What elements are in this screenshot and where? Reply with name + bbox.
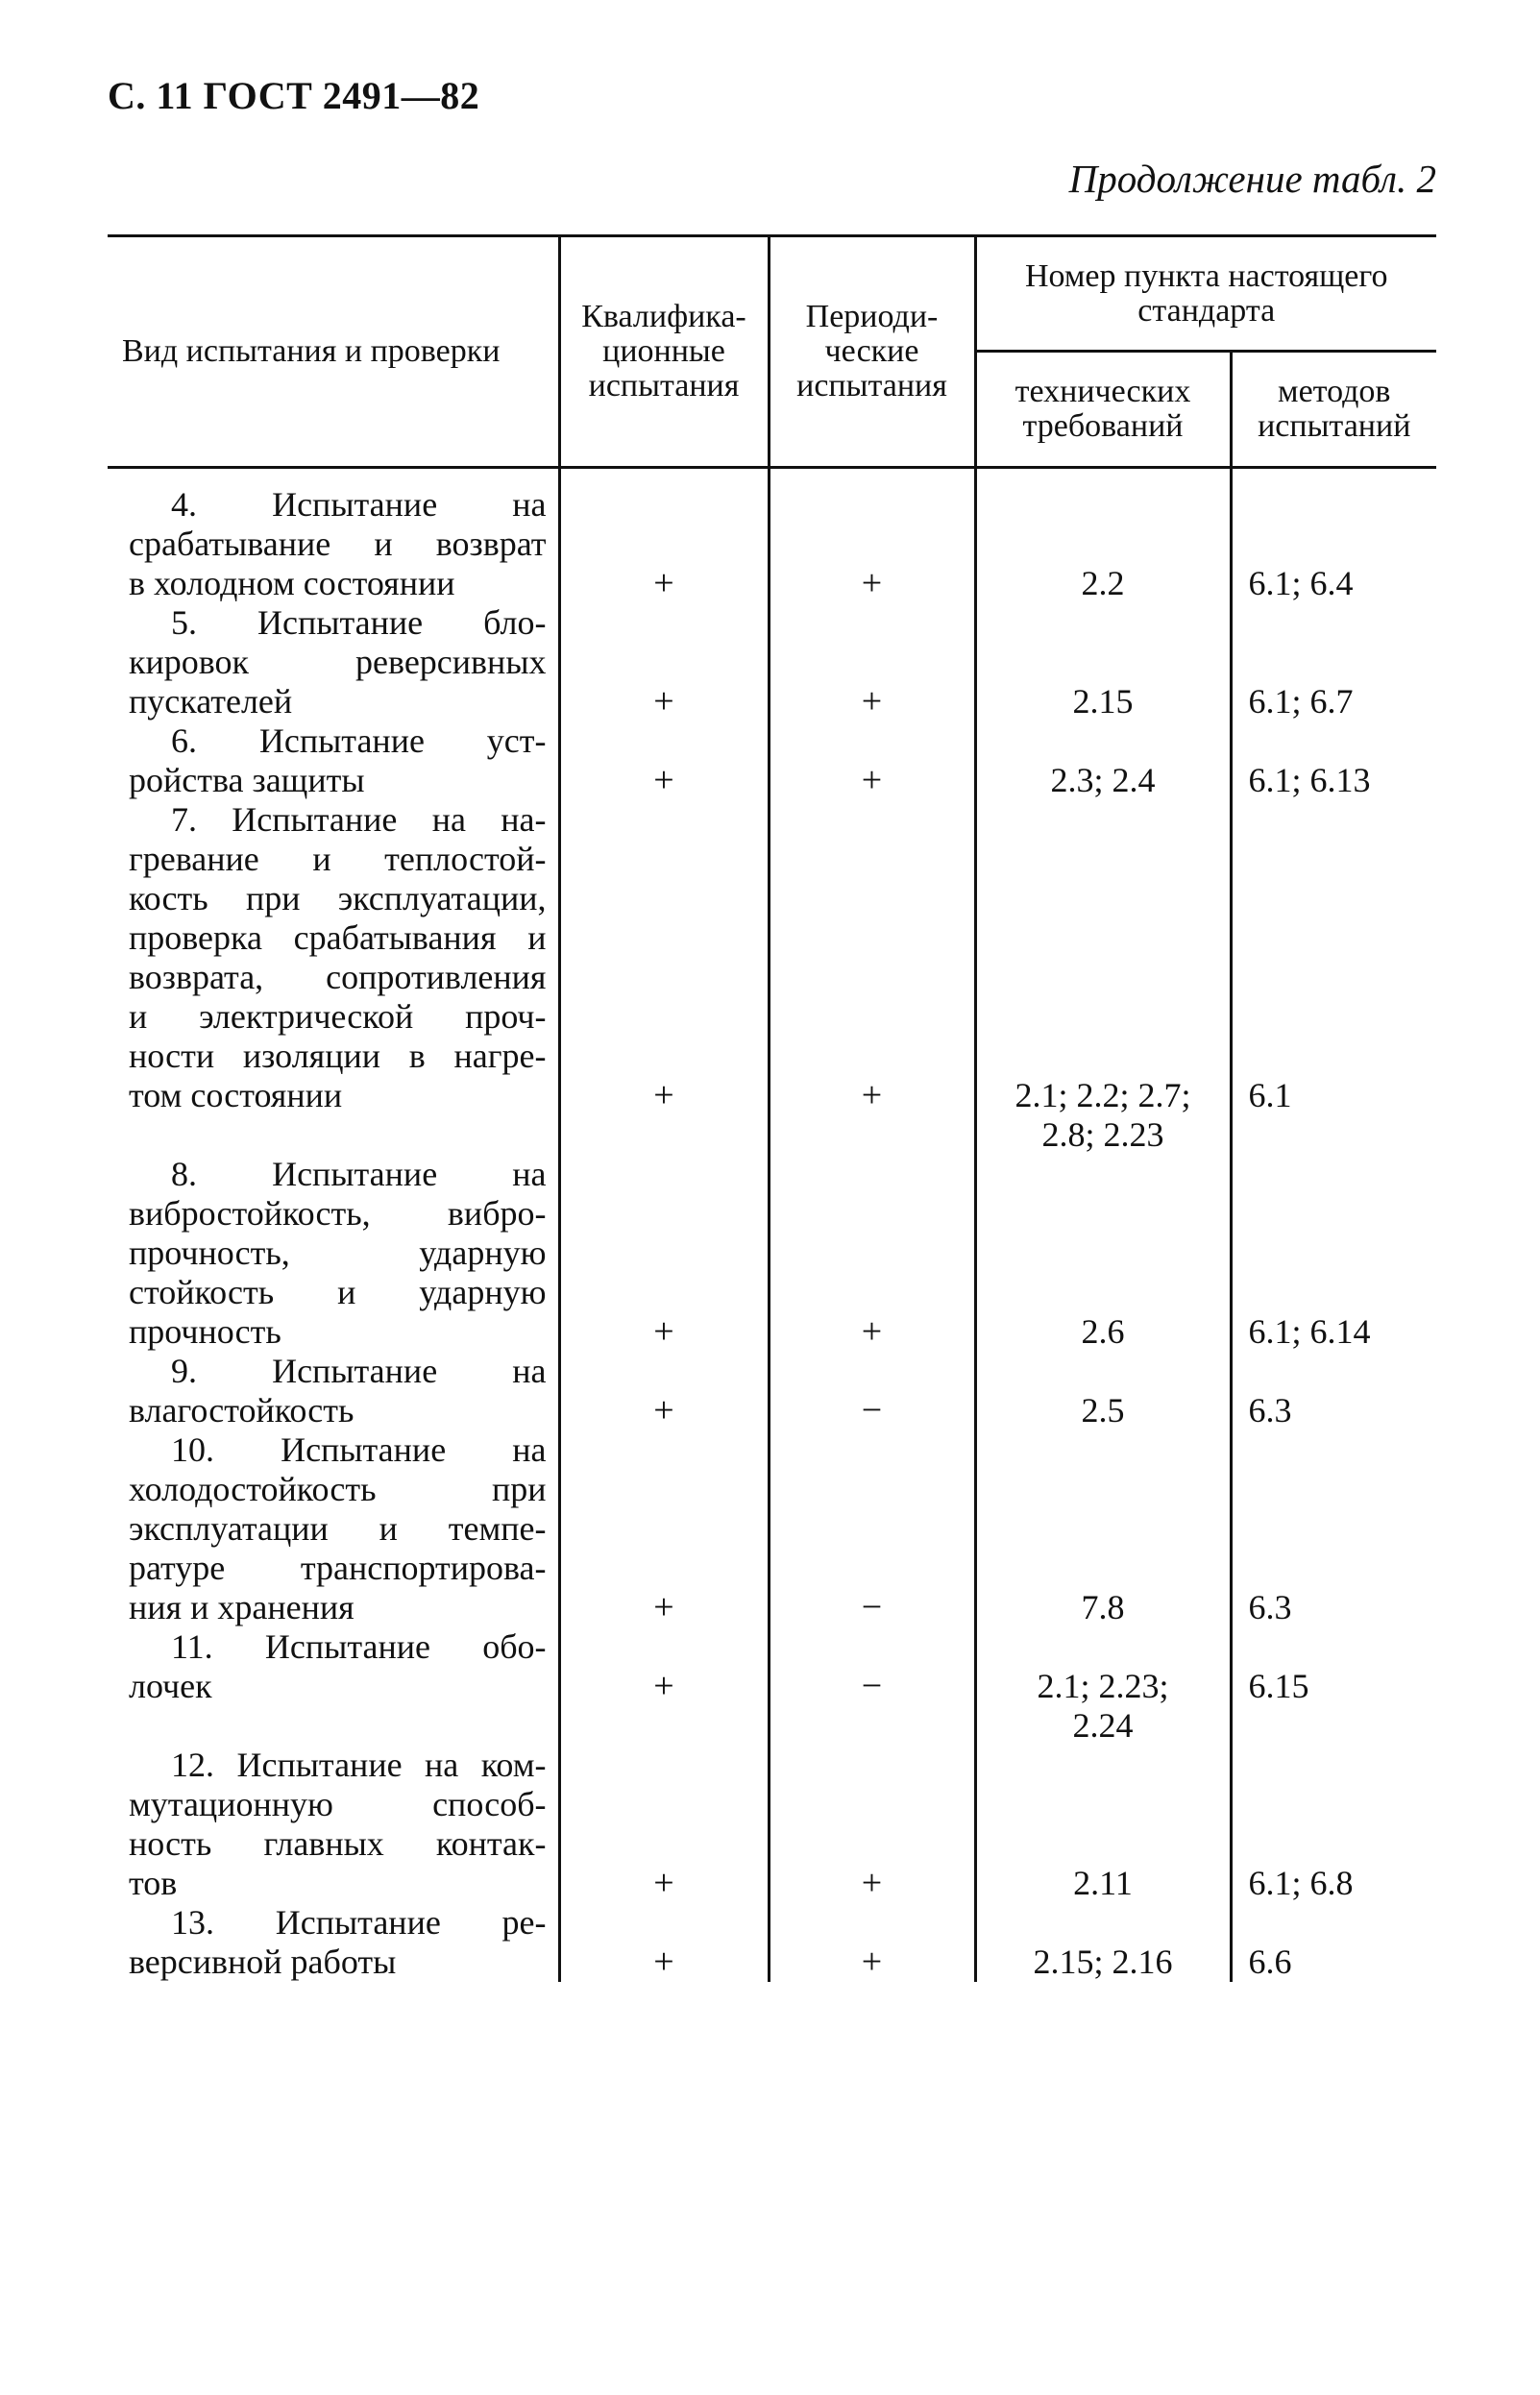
col-header-line: Периоди- [805, 299, 939, 334]
test-name-line: 8. Испытание на [171, 1155, 547, 1193]
periodic-mark: + [861, 1942, 883, 1982]
technical-requirements-value: 2.2 [1081, 564, 1125, 602]
col-header-line: испытаний [1258, 408, 1411, 444]
technical-requirements-cell [975, 1352, 1231, 1430]
table-row [108, 800, 1436, 1155]
test-methods-cell: 6.1; 6.14 [1231, 1155, 1436, 1352]
test-name-line: 5. Испытание бло- [171, 603, 547, 642]
test-methods-cell: 6.1 [1231, 800, 1436, 1155]
qualification-mark: + [653, 1075, 674, 1115]
qualification-mark: + [653, 760, 674, 800]
qualification-cell [559, 1430, 769, 1627]
test-name-line: кость при эксплуатации, [129, 879, 547, 917]
technical-requirements-value: 2.11 [1073, 1864, 1133, 1902]
test-name-cell [108, 1352, 559, 1430]
periodic-cell [769, 603, 975, 721]
test-methods-cell: 6.1; 6.7 [1231, 603, 1436, 721]
periodic-mark: + [861, 681, 883, 721]
test-name-line: прочность [129, 1312, 281, 1351]
col-header-line: испытания [588, 368, 740, 403]
technical-requirements-cell [975, 603, 1231, 721]
qualification-cell [559, 800, 769, 1155]
periodic-cell [769, 1903, 975, 1982]
test-name-cell [108, 1430, 559, 1627]
table-spacer-row [108, 468, 1436, 486]
test-name-line: влагостойкость [129, 1391, 354, 1430]
technical-requirements-value: 2.24 [1072, 1706, 1134, 1745]
col-header-test-methods [1231, 352, 1436, 468]
qualification-cell [559, 1155, 769, 1352]
periodic-mark: + [861, 1863, 883, 1903]
test-methods-cell: 6.3 [1231, 1430, 1436, 1627]
qualification-mark: + [653, 681, 674, 721]
technical-requirements-cell [975, 485, 1231, 603]
periodic-cell [769, 485, 975, 603]
test-name-line: лочек [129, 1667, 212, 1705]
qualification-mark: + [653, 1390, 674, 1430]
qualification-cell [559, 1903, 769, 1982]
test-name-cell [108, 1903, 559, 1982]
test-name-line: пускателей [129, 682, 293, 721]
test-name-line: 4. Испытание на [171, 485, 547, 524]
test-methods-cell: 6.1; 6.13 [1231, 721, 1436, 800]
qualification-mark: + [653, 1311, 674, 1352]
periodic-mark: + [861, 1075, 883, 1115]
test-name-line: 9. Испытание на [171, 1352, 547, 1390]
col-header-line: Номер пункта настоящего [1025, 257, 1388, 294]
table-row [108, 1903, 1436, 1982]
test-name-line: в холодном состоянии [129, 564, 455, 602]
technical-requirements-cell [975, 800, 1231, 1155]
periodic-cell [769, 1155, 975, 1352]
table-row [108, 603, 1436, 721]
technical-requirements-value: 2.15; 2.16 [1033, 1943, 1173, 1981]
test-name-cell [108, 1155, 559, 1352]
technical-requirements-value: 2.1; 2.2; 2.7; [1014, 1076, 1191, 1114]
test-methods-cell: 6.1; 6.8 [1231, 1746, 1436, 1903]
qualification-cell [559, 603, 769, 721]
technical-requirements-cell [975, 1627, 1231, 1746]
page-header: С. 11 ГОСТ 2491—82 [108, 74, 480, 117]
technical-requirements-value: 2.15 [1072, 682, 1134, 721]
test-name-line: ния и хранения [129, 1588, 354, 1626]
test-methods-cell: 6.6 [1231, 1903, 1436, 1982]
col-header-line: испытания [796, 368, 947, 403]
table-row [108, 1352, 1436, 1430]
test-name-line: холодостойкость при [129, 1470, 547, 1508]
test-name-line: и электрической проч- [129, 997, 547, 1036]
qualification-mark: + [653, 1863, 674, 1903]
test-methods-cell: 6.15 [1231, 1627, 1436, 1746]
periodic-cell [769, 1352, 975, 1430]
table-row [108, 1430, 1436, 1627]
test-name-line: тов [129, 1864, 178, 1902]
col-header-technical-requirements [975, 352, 1231, 468]
col-header-line: ционные [602, 333, 725, 369]
technical-requirements-value: 2.3; 2.4 [1050, 761, 1156, 799]
technical-requirements-cell [975, 1903, 1231, 1982]
periodic-cell [769, 800, 975, 1155]
periodic-cell [769, 1627, 975, 1746]
col-header-line: ческие [824, 333, 919, 369]
table-header [108, 236, 1436, 468]
test-name-cell [108, 800, 559, 1155]
qualification-cell [559, 721, 769, 800]
qualification-mark: + [653, 1666, 674, 1706]
test-methods-cell: 6.1; 6.4 [1231, 485, 1436, 603]
technical-requirements-value: 2.6 [1081, 1312, 1125, 1351]
qualification-mark: + [653, 1587, 674, 1627]
periodic-mark: + [861, 760, 883, 800]
test-name-cell [108, 603, 559, 721]
qualification-cell [559, 1627, 769, 1746]
test-name-cell [108, 1627, 559, 1746]
col-header-line: методов [1278, 374, 1391, 409]
table-row [108, 1746, 1436, 1903]
periodic-cell [769, 1430, 975, 1627]
table-row [108, 485, 1436, 603]
test-name-line: 10. Испытание на [171, 1430, 547, 1469]
col-header-line: стандарта [1137, 292, 1276, 329]
test-name-line: ратуре транспортирова- [129, 1549, 547, 1587]
periodic-mark: − [861, 1587, 883, 1627]
col-header-clause-group [975, 236, 1436, 352]
technical-requirements-cell [975, 1746, 1231, 1903]
periodic-mark: − [861, 1390, 883, 1430]
test-name-line: срабатывание и возврат [129, 525, 547, 563]
test-name-line: 11. Испытание обо- [171, 1627, 547, 1666]
technical-requirements-cell [975, 1155, 1231, 1352]
col-header-line: Квалифика- [581, 299, 746, 334]
test-name-line: прочность, ударную [129, 1234, 547, 1272]
test-name-line: мутационную способ- [129, 1785, 547, 1823]
technical-requirements-value: 2.1; 2.23; [1037, 1667, 1169, 1705]
test-name-line: 12. Испытание на ком- [171, 1746, 547, 1784]
qualification-mark: + [653, 1942, 674, 1982]
periodic-cell [769, 1746, 975, 1903]
qualification-mark: + [653, 563, 674, 603]
technical-requirements-cell [975, 721, 1231, 800]
table-body [108, 468, 1436, 1983]
test-name-line: стойкость и ударную [129, 1273, 547, 1311]
periodic-mark: + [861, 1311, 883, 1352]
technical-requirements-value: 2.5 [1081, 1391, 1125, 1430]
test-name-line: ности изоляции в нагре- [129, 1037, 547, 1075]
test-name-line: версивной работы [129, 1943, 397, 1981]
table-continuation-label: Продолжение табл. 2 [1068, 157, 1436, 201]
table-row [108, 721, 1436, 800]
test-name-line: ность главных контак- [129, 1824, 547, 1863]
tests-table [108, 234, 1436, 1982]
technical-requirements-value: 7.8 [1081, 1588, 1125, 1626]
periodic-cell [769, 721, 975, 800]
qualification-cell [559, 1746, 769, 1903]
table-row [108, 1155, 1436, 1352]
test-name-line: проверка срабатывания и [129, 918, 547, 957]
test-name-line: том состоянии [129, 1076, 343, 1114]
col-header-line: требований [1022, 408, 1184, 444]
periodic-mark: − [861, 1666, 883, 1706]
test-name-line: вибростойкость, вибро- [129, 1194, 547, 1233]
test-name-line: гревание и теплостой- [129, 840, 547, 878]
test-name-cell [108, 1746, 559, 1903]
test-name-cell [108, 721, 559, 800]
test-name-line: кировок реверсивных [129, 643, 547, 681]
col-header-periodic [769, 236, 975, 468]
test-name-line: 13. Испытание ре- [171, 1903, 547, 1942]
col-header-qualification [559, 236, 769, 468]
qualification-cell [559, 485, 769, 603]
test-name-cell [108, 485, 559, 603]
test-name-line: возврата, сопротивления [129, 958, 547, 996]
table-row [108, 1627, 1436, 1746]
col-header-line: технических [1014, 374, 1191, 409]
test-name-line: 6. Испытание уст- [171, 721, 547, 760]
qualification-cell [559, 1352, 769, 1430]
technical-requirements-value: 2.8; 2.23 [1041, 1115, 1164, 1154]
test-methods-cell: 6.3 [1231, 1352, 1436, 1430]
test-name-line: ройства защиты [129, 761, 365, 799]
technical-requirements-cell [975, 1430, 1231, 1627]
test-name-line: эксплуатации и темпе- [129, 1509, 547, 1548]
col-header-test-type: Вид испытания и проверки [108, 236, 559, 468]
test-name-line: 7. Испытание на на- [171, 800, 547, 839]
periodic-mark: + [861, 563, 883, 603]
